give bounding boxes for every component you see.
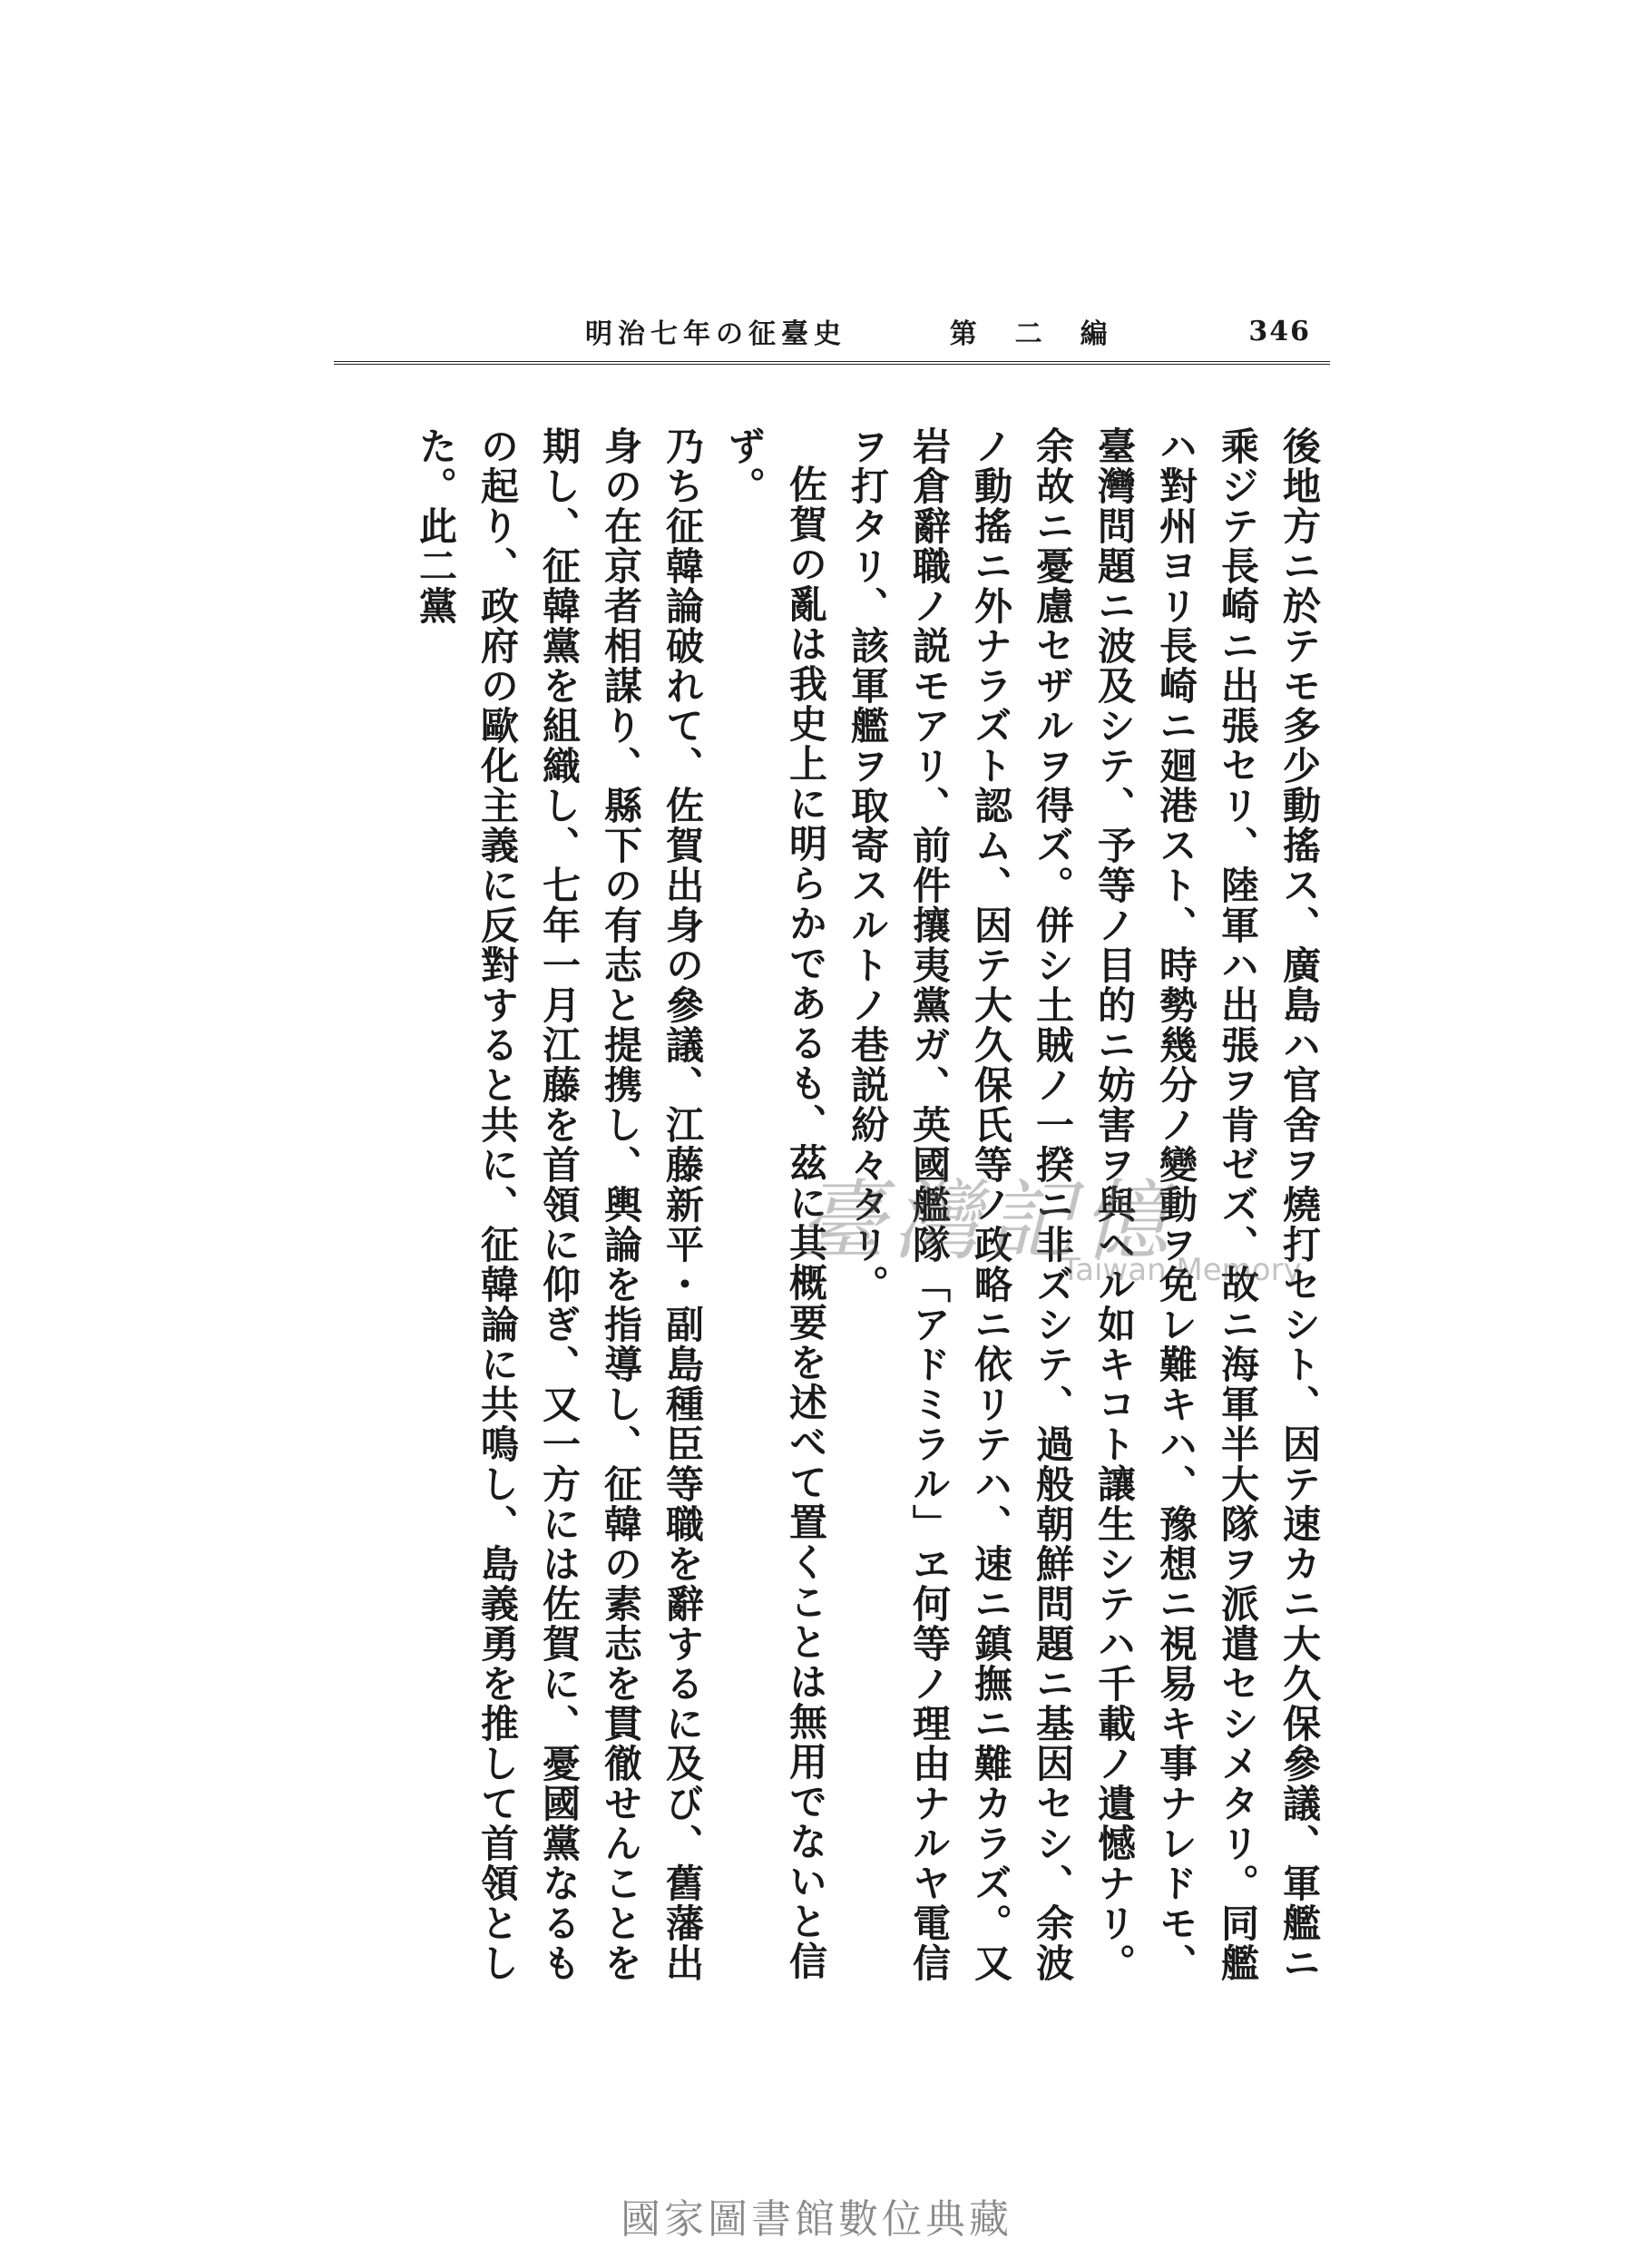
header-rule bbox=[334, 361, 1330, 365]
library-credit: 國家圖書館數位典藏 bbox=[621, 2196, 1012, 2243]
paragraph-2: 佐賀の亂は我史上に明らかであるも、茲に其概要を述べて置くことは無用でないと信ず。 bbox=[722, 426, 828, 1981]
watermark-latin: Taiwan Memory bbox=[1061, 1252, 1302, 1288]
chapter-title: 明治七年の征臺史 bbox=[585, 318, 846, 350]
section-label: 第二編 bbox=[949, 318, 1146, 350]
body-text bbox=[316, 426, 1330, 1987]
running-header bbox=[585, 308, 1311, 354]
page-number: 346 bbox=[1248, 315, 1311, 347]
paragraph-1: 後地方ニ於テモ多少動搖ス、廣島ハ官舍ヲ燒打セシト、因テ速カニ大久保參議、軍艦ニ乘ジテ長崎ニ出張セリ、陸軍ハ出張ヲ肯ゼズ、故ニ海軍半大隊ヲ派遣セシメタリ。同艦ハ對州ヨリ長崎ニ廻港スト、時勢幾分ノ變動ヲ免レ難キハ、豫想ニ視易キ事ナレドモ、臺灣問題ニ波及シテ、予等ノ目的ニ妨害ヲ與ヘル如キコト讓生シテハ千載ノ遺憾ナリ。余故ニ憂慮セザルヲ得ズ。併シ土賊ノ一揆ニ非ズシテ、過般朝鮮問題ニ基因セシ、余波ノ動搖ニ外ナラズト認ム、因テ大久保氏等ノ政略ニ依リテハ、速ニ鎮撫ニ難カラズ。又岩倉辭職ノ説モアリ、前件攘夷黨ガ、英國艦隊「アドミラル」ヱ何等ノ理由ナルヤ電信ヲ打タリ、該軍艦ヲ取寄スルトノ巷説紛々タリ。 bbox=[846, 426, 1322, 1983]
paragraph-3: 乃ち征韓論破れて、佐賀出身の參議、江藤新平・副島種臣等職を辭するに及び、舊藩出身の在京者相謀り、縣下の有志と提携し、輿論を指導し、征韓の素志を貫徹せんことを期し、征韓黨を組織し、七年一月江藤を首領に仰ぎ、又一方には佐賀に、憂國黨なるもの起り、政府の歐化主義に反對すると共に、征韓論に共鳴し、島義勇を推して首領とした。此二黨 bbox=[414, 426, 705, 1983]
watermark-kanji: 臺灣記憶 bbox=[798, 1170, 1176, 1272]
